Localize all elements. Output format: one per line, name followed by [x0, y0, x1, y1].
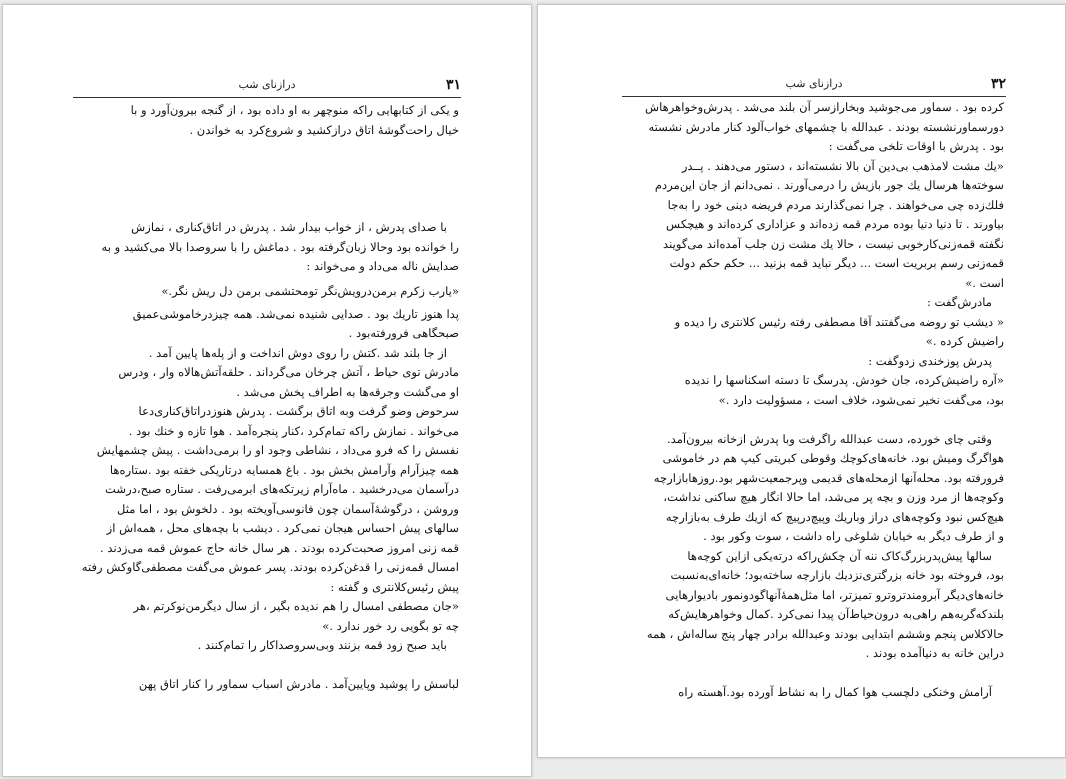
- text-line: صدایش ناله می‌داد و می‌خواند :: [306, 259, 459, 273]
- right-page-title: درازنای شب: [785, 77, 843, 90]
- left-page-header: [73, 77, 461, 98]
- left-book-page: [2, 4, 532, 777]
- text-line: پیش رئیس‌کلانتری و گفته :: [330, 579, 459, 594]
- text-line: فلك‌زده چی می‌خواهند . چرا نمی‌گذارند مردم فریضه دینی خود را به‌جا: [667, 197, 1004, 212]
- text-line: دورسماورنشسته بودند . عبدالله با چشمهای خواب‌آلود کنار مادرش نشسته: [648, 119, 1004, 134]
- text-line: مادرش توی حیاط ، آتش چرخان می‌گرداند . حلقه‌آتش‌ها‌لاه وار ، ودرس: [118, 365, 459, 379]
- text-line: وروشن ، درگوشهٔ‌آسمان چون فانوسی‌آویخته بود . دلخوش بود ، اما مثل: [116, 501, 459, 516]
- text-line: بود . پدرش با اوقات تلخی می‌گفت :: [828, 139, 1004, 153]
- text-line: «آره راضیش‌کرده، جان خودش. پدرسگ تا دسته اسکناسها را ندیده: [684, 373, 1004, 387]
- text-line: وکوچه‌ها از مرد وزن و بچه پر می‌شد، اما حالا انگار هیچ ساکنی نداشت،: [663, 490, 1004, 504]
- text-line: « دیشب تو روضه می‌گفتند آقا مصطفی رفته رئیس کلانتری را دیده و: [674, 314, 1004, 329]
- text-line: امسال قمه‌زنی را قدغن‌کرده بودند. پسر عموش می‌گفت مصطفی‌گاوکش رفته: [81, 560, 459, 574]
- text-line: او می‌گشت وجرقه‌ها به اطراف پخش می‌شد .: [236, 384, 459, 399]
- text-line: می‌خواند . نمازش راکه تمام‌کرد ،کنار پنجره‌آمد . هوا تازه و خنك بود .: [128, 423, 459, 438]
- text-line: صبحگاهی فرورفته‌بود .: [348, 326, 459, 340]
- text-line: همه چیزآرام وآرامش بخش بود . باغ همسایه درتاریکی خفته بود .ستاره‌ها: [109, 462, 459, 477]
- text-line: است .»: [965, 275, 1004, 290]
- text-line: هواگرگ ومیش بود. خانه‌های‌کوچك وقوطی کبریتی کیپ هم در خاموشی: [662, 451, 1004, 465]
- text-line: آرامش وخنکی دلچسب هوا کمال را به نشاط آورده بود.آهسته راه: [678, 685, 992, 699]
- left-page-number: ۳۱: [445, 77, 461, 93]
- text-line: بود، فروخته بود خانه بزرگتری‌نزدیك بازارچه ساخته‌بود؛ خانه‌ای‌به‌نسبت: [670, 568, 1004, 582]
- text-line: خانه‌های‌دیگر آبرومندتروترو تمیزتر، اما مثل‌همهٔ‌آنهاگودونمور بادیوارهایی: [665, 587, 1004, 602]
- text-line: سوخته‌ها هرسال یك جور بازیش را درمی‌آورند . نمی‌دانم از جان این‌مردم: [654, 178, 1004, 192]
- text-line: پدا هنوز تاریك بود . صدایی شنیده نمی‌شد. همه چیزدرخاموشی‌عمیق: [132, 306, 459, 321]
- right-page-text: [634, 98, 1004, 703]
- text-line: بیاورند . تا دنیا دنیا بوده مردم قمه زده‌اند و عزاداری کرده‌اند و هیچکس: [666, 217, 1004, 231]
- text-line: بلندکه‌گربه‌هم راهی‌به درون‌حیاط‌آن پیدا نمی‌کرد .کمال وخواهرهایش‌که: [668, 607, 1004, 621]
- text-line: چه تو بگویی رد خور ندارد .»: [322, 618, 459, 633]
- text-line: راضیش کرده .»: [925, 334, 1004, 348]
- text-line: بود، می‌گفت نخیر نمی‌شود، خلاف است ، مسؤولیت دارد .»: [718, 392, 1004, 407]
- left-page-text: [79, 101, 459, 695]
- text-line: حالاکلاس پنجم وششم ابتدایی بودند وعبدالله برادر چهار پنج ساله‌اش ، همه: [646, 626, 1004, 641]
- text-line: قمه زنی امروز صحبت‌کرده بودند . هر سال خانه حاج عموش قمه می‌زدند .: [100, 540, 459, 555]
- text-line: با صدای پدرش ، از خواب بیدار شد . پدرش در اتاق‌کناری ، نمازش: [131, 220, 447, 234]
- text-line: هیچ‌کس نبود وکوچه‌های دراز وباریك وپیچ‌درپیچ که ازیك طرف به‌بازارچه: [665, 509, 1004, 524]
- text-line: و از طرف دیگر به خیابان شلوغی راه داشت ، سوت وکور بود .: [703, 529, 1004, 543]
- right-page-number: ۳۲: [990, 76, 1006, 92]
- text-line: سرحوض وضو گرفت وبه اتاق برگشت . پدرش هنوزدراتاق‌کناری‌دعا: [138, 404, 459, 418]
- text-line: درآسمان می‌درخشید . ماه‌آرام زیرتکه‌های ابرمی‌رفت . ستاره صبح،درشت: [105, 482, 459, 496]
- text-line: را خوانده بود وحالا زبان‌گرفته بود . دماغش را با سروصدا بالا می‌کشید و به: [101, 239, 459, 254]
- text-line: سالها پیش‌پدربزرگ‌کاک ننه‌ آن چکش‌راکه درته‌یکی ازاین کوچه‌ها: [687, 548, 992, 563]
- right-page-header: [622, 76, 1006, 97]
- text-line: و یکی از کتابهایی راکه منوچهر به او داده بود ، از گنجه بیرون‌آورد و با: [130, 103, 459, 117]
- text-line: سالهای پیش احساس هیجان نمی‌کرد . دیشب با بچه‌های محل ، همه‌اش از: [106, 521, 459, 535]
- text-line: وقتی چای خورده، دست عبدالله راگرفت وبا پدرش ازخانه بیرون‌آمد.: [666, 431, 992, 446]
- right-book-page: [537, 4, 1066, 758]
- text-line: فرورفته بود. محله‌آنها ازمحله‌های قدیمی وپرجمعیت‌شهر بود.روزهابازارچه: [653, 470, 1004, 485]
- text-line: «جان مصطفی امسال را هم ندیده بگیر ، از سال دیگرمن‌نوکرتم ،هر: [133, 599, 459, 613]
- text-line: لباسش را پوشید وپایین‌آمد . مادرش اسباب سماور را کنار اتاق پهن: [138, 677, 459, 691]
- text-line: «یك مشت لامذهب بی‌دین آن بالا نشسته‌اند ، دستور می‌دهند . پــدر: [681, 158, 1004, 173]
- text-line: خیال راحت‌گوشهٔ اتاق درازکشید و شروع‌کرد به خواندن .: [189, 122, 459, 137]
- text-line: نفسش را که فرو می‌داد ، نشاطی وجود او را برمی‌داشت . پیش چشمهایش: [96, 443, 459, 457]
- text-line: دراین خانه به دنیاآمده بودند .: [865, 646, 1004, 660]
- text-line: از جا بلند شد .کتش را روی دوش انداخت و از پله‌ها پایین آمد .: [148, 345, 447, 360]
- text-line: قمه‌زنی رسم بربریت است ... دیگر نباید قمه بزنید ... حکم حکم دولت: [669, 256, 1004, 270]
- text-line: نگفته قمه‌زنی‌کارخوبی نیست ، حالا یك مشت زن جلب آمده‌اند می‌گویند: [663, 236, 1004, 251]
- text-line: مادرش‌گفت :: [926, 295, 992, 309]
- text-line: کرده بود . سماور می‌جوشید وبخارازسر آن بلند می‌شد . پدرش‌وخواهرهاش: [644, 100, 1004, 114]
- verse-line: «یارب زکرم برمن‌درویش‌نگر تومحتشمی برمن دل ریش نگر.»: [161, 283, 459, 298]
- text-line: باید صبح زود قمه بزنند وبی‌سروصداکار را تمام‌کنند .: [197, 638, 447, 652]
- text-line: پدرش پوزخندی زدوگفت :: [868, 353, 992, 368]
- left-page-title: درازنای شب: [238, 78, 296, 91]
